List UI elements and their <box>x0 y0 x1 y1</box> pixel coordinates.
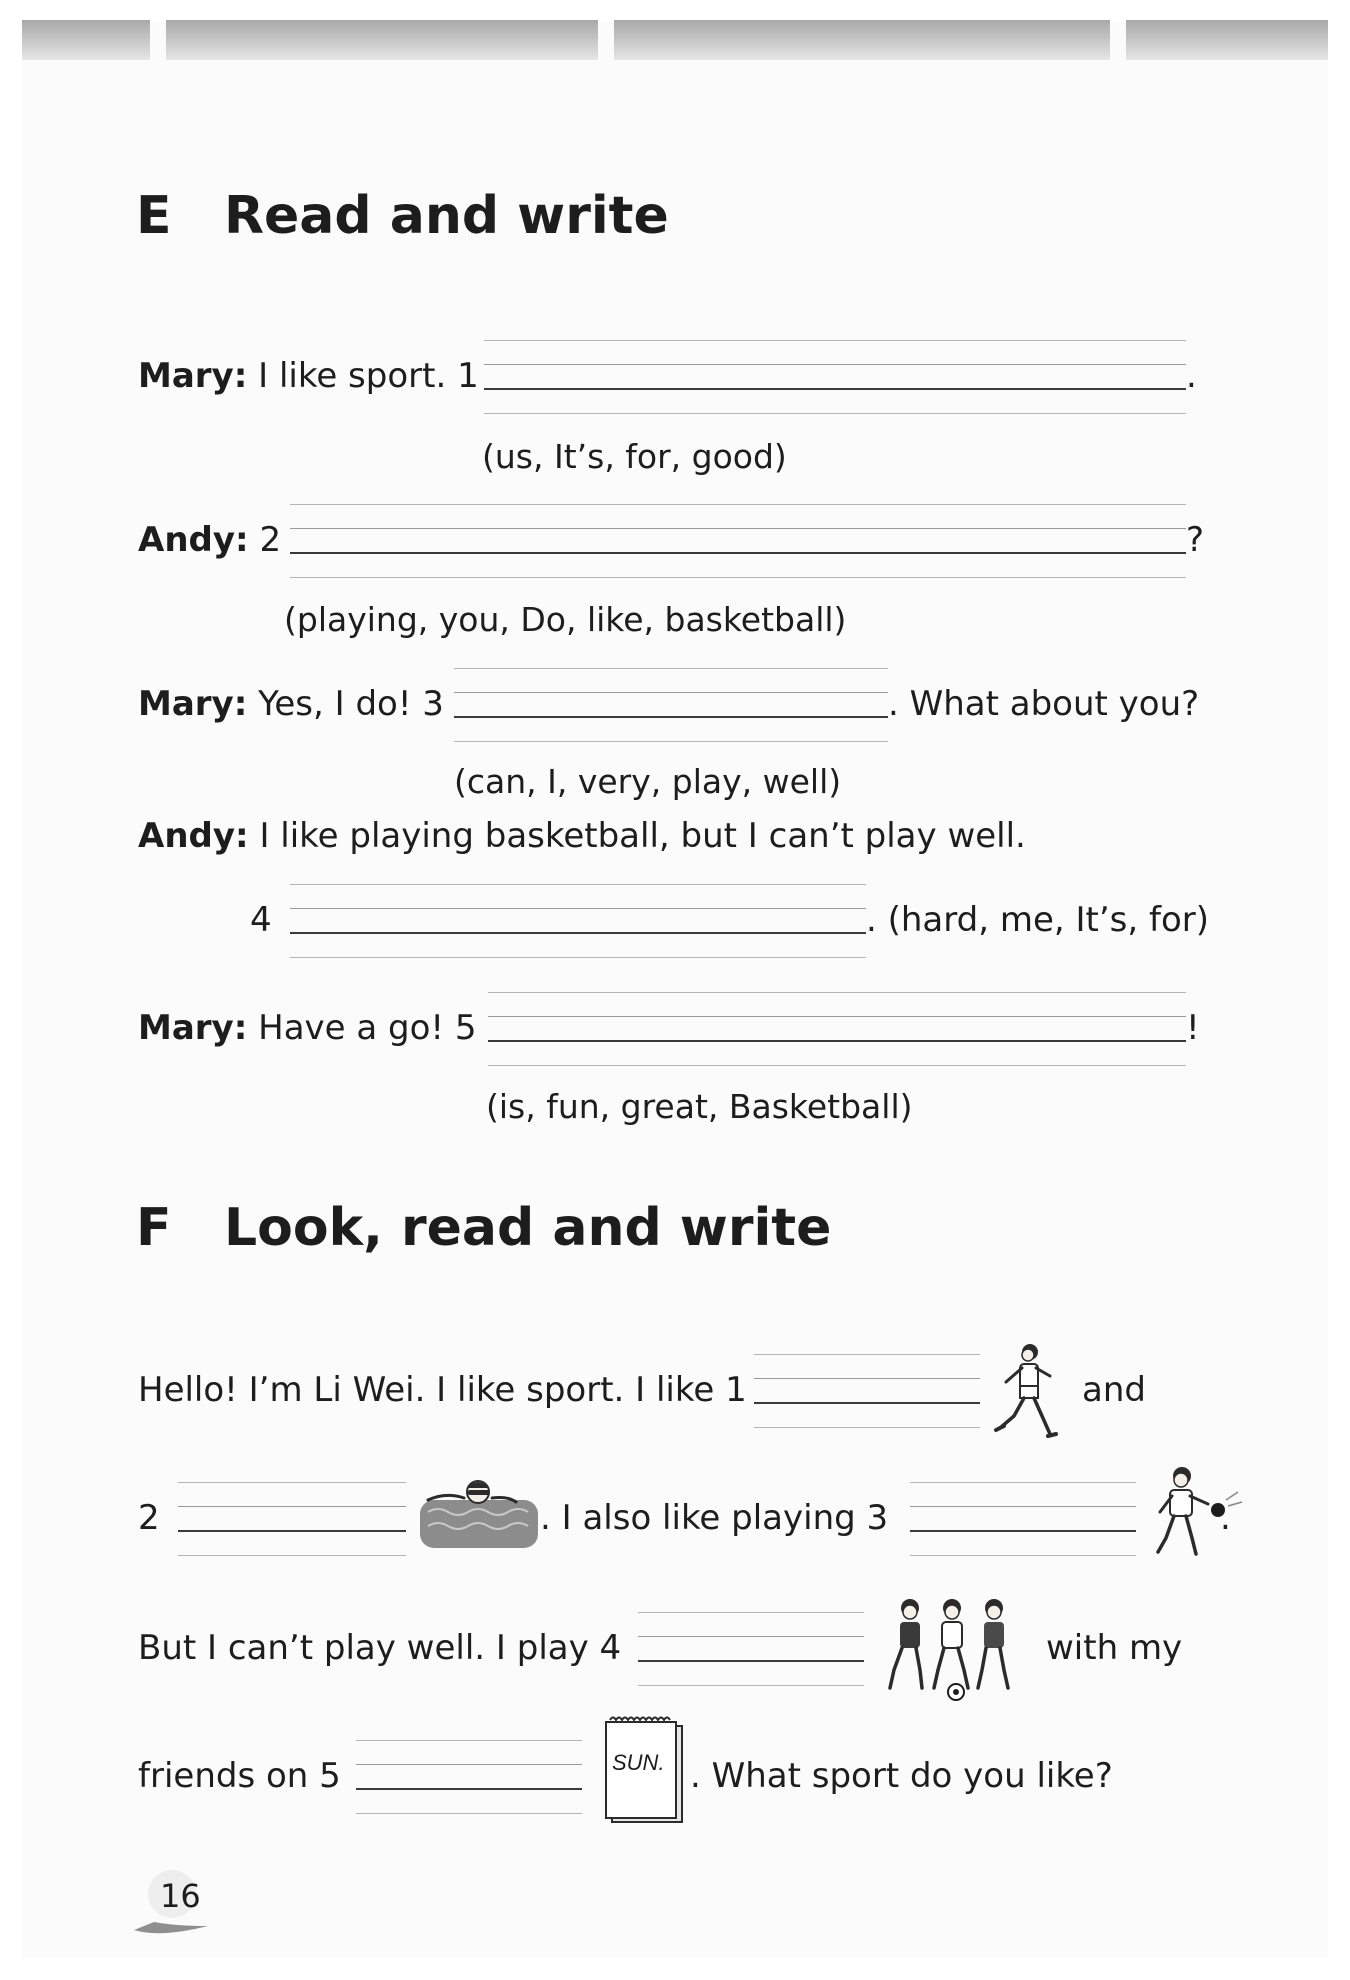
dialogue-text: Yes, I do! 3 <box>258 684 444 724</box>
top-banner-segment <box>1126 20 1328 60</box>
line-ending: . What about you? <box>888 684 1200 724</box>
answer-line-e1[interactable] <box>484 340 1186 414</box>
passage-text: Hello! I’m Li Wei. I like sport. I like 1 <box>138 1370 747 1410</box>
calendar-icon <box>600 1716 690 1826</box>
top-banner-segment <box>614 20 1110 60</box>
answer-line-f1[interactable] <box>754 1354 980 1428</box>
top-banner-segment <box>22 20 150 60</box>
dialogue-number: 4 <box>250 900 272 940</box>
passage-text: . <box>1220 1498 1231 1538</box>
speaker-name: Mary: <box>138 1008 248 1048</box>
dialogue-line <box>138 520 281 560</box>
word-hint: (us, It’s, for, good) <box>482 437 787 476</box>
dialogue-text: I like playing basketball, but I can’t play well. <box>259 816 1026 856</box>
section-letter: F <box>136 1198 172 1258</box>
answer-line-f2[interactable] <box>178 1482 406 1556</box>
dialogue-line <box>138 684 444 724</box>
line-ending: . <box>1186 356 1197 396</box>
passage-text: and <box>1082 1370 1146 1410</box>
answer-line-e5[interactable] <box>488 992 1186 1066</box>
passage-text: friends on 5 <box>138 1756 341 1796</box>
section-f-heading <box>136 1198 831 1258</box>
page-number-badge <box>130 1868 210 1938</box>
line-ending: ! <box>1186 1008 1200 1048</box>
section-e-heading <box>136 186 669 246</box>
answer-line-e2[interactable] <box>290 504 1186 578</box>
answer-line-e3[interactable] <box>454 668 888 742</box>
passage-text: . I also like playing 3 <box>540 1498 889 1538</box>
answer-line-f5[interactable] <box>356 1740 582 1814</box>
word-hint: (can, I, very, play, well) <box>454 762 842 801</box>
dialogue-text: I like sport. 1 <box>258 356 479 396</box>
speaker-name: Andy: <box>138 520 249 560</box>
passage-text: But I can’t play well. I play 4 <box>138 1628 622 1668</box>
swimming-boy-icon <box>416 1470 542 1554</box>
section-title: Read and write <box>224 186 669 246</box>
line-ending: ? <box>1186 520 1205 560</box>
running-boy-icon <box>990 1338 1062 1440</box>
speaker-name: Mary: <box>138 356 248 396</box>
passage-text: with my <box>1046 1628 1183 1668</box>
calendar-day-label: SUN. <box>612 1750 665 1775</box>
section-letter: E <box>136 186 172 246</box>
answer-line-f3[interactable] <box>910 1482 1136 1556</box>
answer-line-f4[interactable] <box>638 1612 864 1686</box>
dialogue-text: Have a go! 5 <box>258 1008 477 1048</box>
dialogue-line <box>138 1008 476 1048</box>
word-hint: (is, fun, great, Basketball) <box>486 1087 913 1126</box>
top-banner-segment <box>166 20 598 60</box>
word-hint: (playing, you, Do, like, basketball) <box>284 600 847 639</box>
speaker-name: Andy: <box>138 816 249 856</box>
section-title: Look, read and write <box>224 1198 832 1258</box>
answer-line-e4[interactable] <box>290 884 866 958</box>
dialogue-line <box>138 356 479 396</box>
page-number: 16 <box>160 1877 201 1915</box>
line-ending: . (hard, me, It’s, for) <box>866 900 1210 940</box>
passage-text: . What sport do you like? <box>690 1756 1113 1796</box>
passage-number: 2 <box>138 1498 160 1538</box>
football-friends-icon <box>874 1592 1030 1702</box>
speaker-name: Mary: <box>138 684 248 724</box>
dialogue-line <box>138 816 1026 856</box>
dialogue-text: 2 <box>259 520 282 560</box>
